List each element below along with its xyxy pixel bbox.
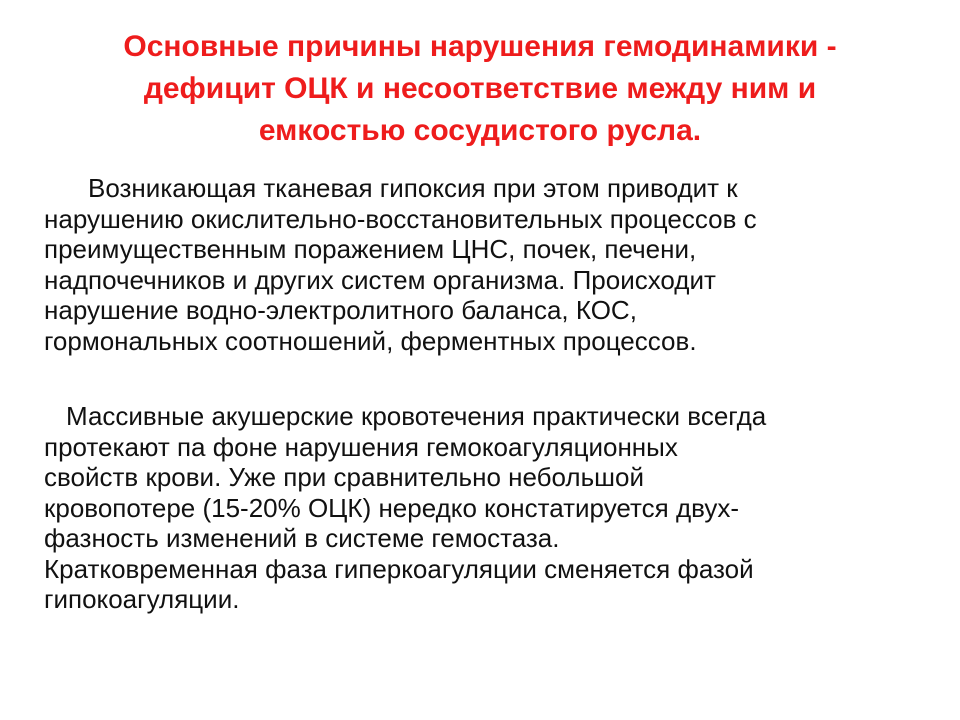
paragraph-line: свойств крови. Уже при сравнительно небольшой — [44, 462, 644, 492]
title-line: Основные причины нарушения гемодинамики - — [123, 30, 837, 63]
paragraph-line: гормональных соотношений, ферментных процессов. — [44, 325, 697, 356]
paragraph-tissue-hypoxia — [44, 173, 924, 356]
paragraph-line: Возникающая тканевая гипоксия при этом приводит к — [88, 173, 738, 203]
title-line: дефицит ОЦК и несоответствие между ним и — [143, 72, 817, 105]
paragraph-line: преимущественным поражением ЦНС, почек, печени, — [44, 234, 697, 264]
paragraph-line: надпочечников и других систем организма. Происходит — [44, 264, 716, 295]
paragraph-line: Массивные акушерские кровотечения практически всегда — [66, 401, 767, 431]
paragraph-line: протекают па фоне нарушения гемокоагуляционных — [44, 431, 678, 462]
paragraph-obstetric-bleeding — [44, 401, 924, 615]
paragraph-line: кровопотере (15-20% ОЦК) нередко констатируется двух- — [44, 492, 740, 523]
title-line: емкостью сосудистого русла. — [258, 114, 702, 147]
slide-title — [40, 26, 920, 152]
paragraph-line: гипокоагуляции. — [44, 584, 240, 614]
paragraph-line: фазность изменений в системе гемостаза. — [44, 523, 560, 553]
paragraph-line: нарушение водно-электролитного баланса, КОС, — [44, 295, 637, 325]
paragraph-line: нарушению окислительно-восстановительных процессов с — [44, 203, 757, 234]
paragraph-line: Кратковременная фаза гиперкоагуляции сменяется фазой — [44, 553, 754, 584]
